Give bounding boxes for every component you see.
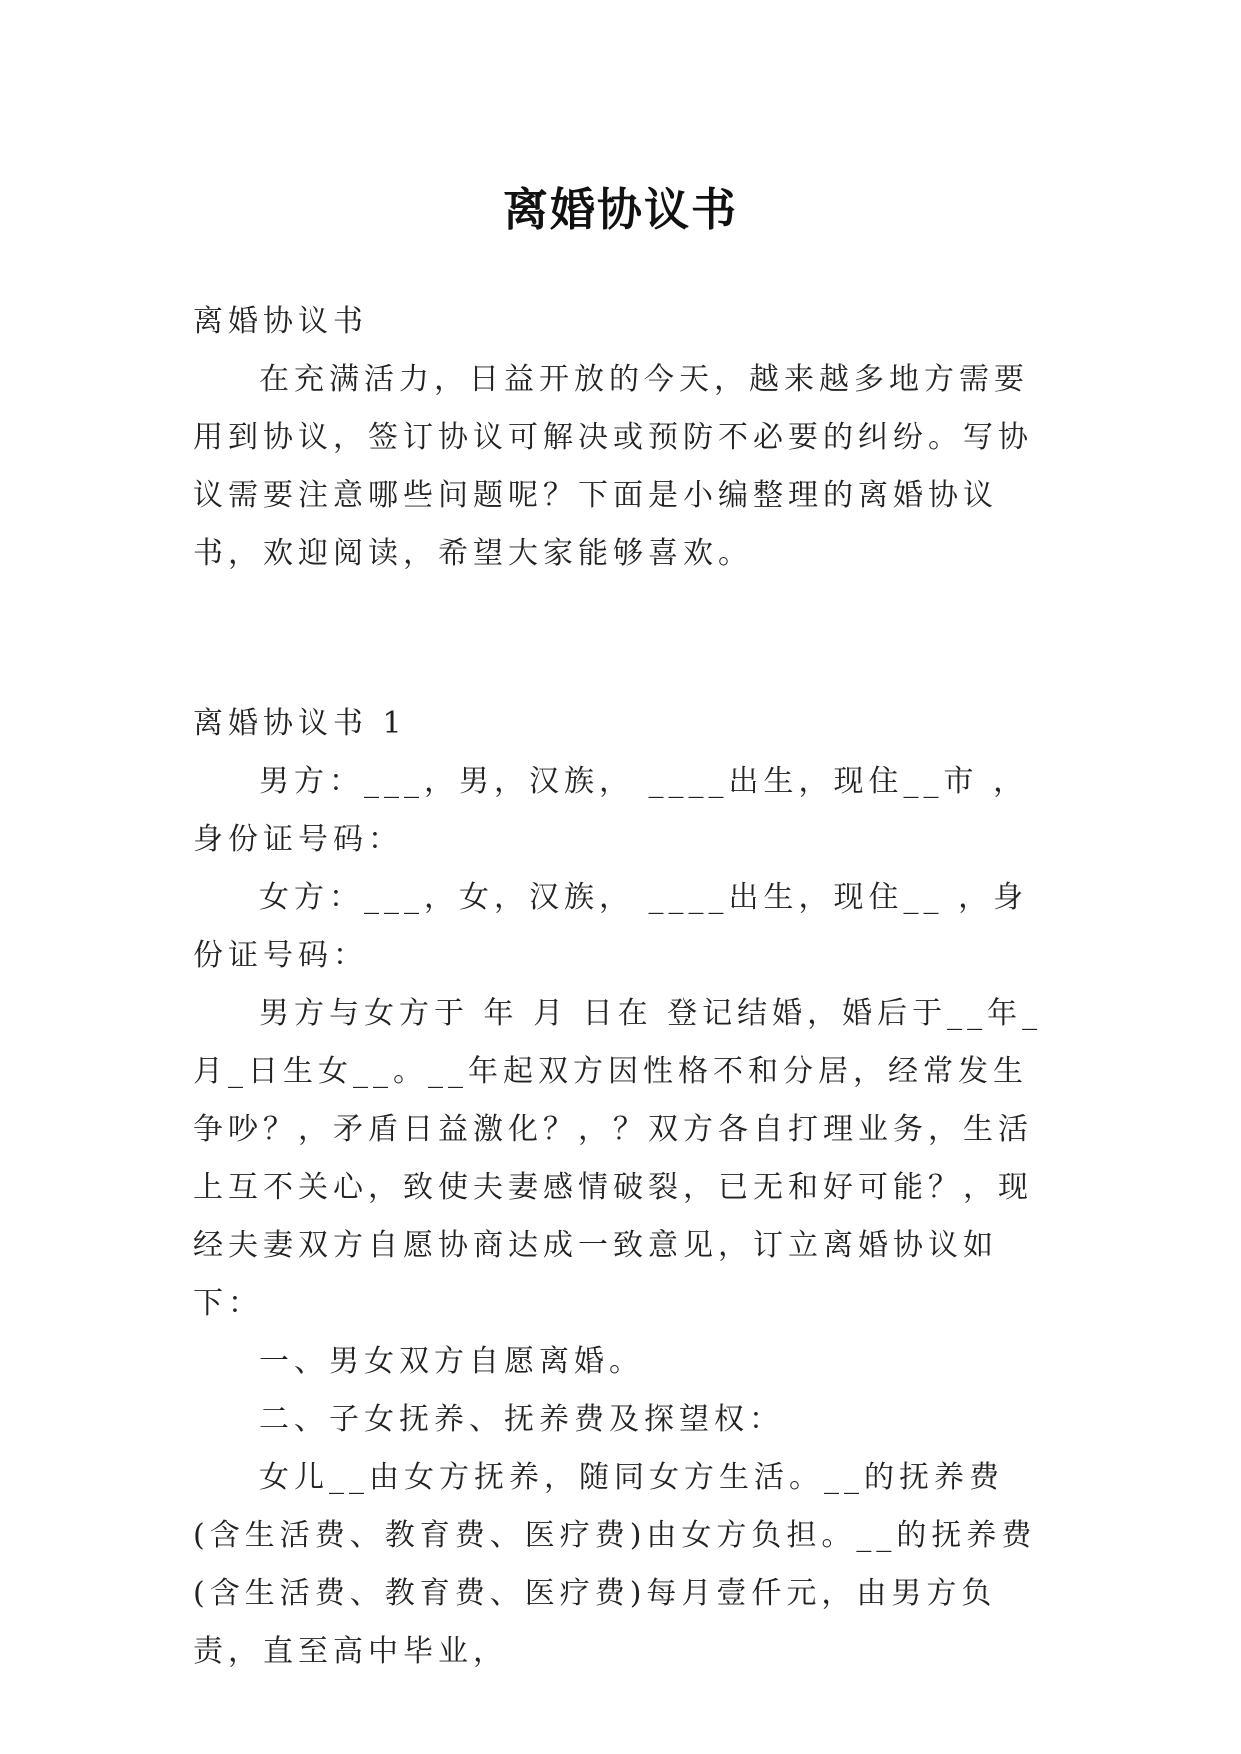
marriage-background-paragraph: 男方与女方于 年 月 日在 登记结婚，婚后于__年_月_日生女__。__年起双方因性格不和分居，经常发生争吵？，矛盾日益激化？，？双方各自打理业务，生活上互不关心，致使夫妻感情破裂，已无和好可能？，现经夫妻双方自愿协商达成一致意见，订立离婚协议如下： [193,996,1043,1321]
section-heading: 离婚协议书 1 [193,706,407,741]
document-title: 离婚协议书 [502,183,738,237]
agreement-section [193,695,1055,1681]
clause-one: 一、男女双方自愿离婚。 [259,1344,644,1379]
male-party-paragraph: 男方：___，男，汉族， ____出生，现住__市 ，身份证号码： [193,764,1029,857]
intro-block [193,293,1055,583]
intro-paragraph: 在充满活力，日益开放的今天，越来越多地方需要用到协议，签订协议可解决或预防不必要的纠纷。写协议需要注意哪些问题呢？下面是小编整理的离婚协议书，欢迎阅读，希望大家能够喜欢。 [193,362,1033,571]
intro-heading: 离婚协议书 [193,304,368,339]
clause-two-heading: 二、子女抚养、抚养费及探望权： [259,1402,784,1437]
female-party-paragraph: 女方：___，女，汉族， ____出生，现住__ ，身份证号码： [193,880,1029,973]
child-support-paragraph: 女儿__由女方抚养，随同女方生活。__的抚养费(含生活费、教育费、医疗费)由女方负担。__的抚养费(含生活费、教育费、医疗费)每月壹仟元，由男方负责，直至高中毕业， [193,1460,1037,1669]
